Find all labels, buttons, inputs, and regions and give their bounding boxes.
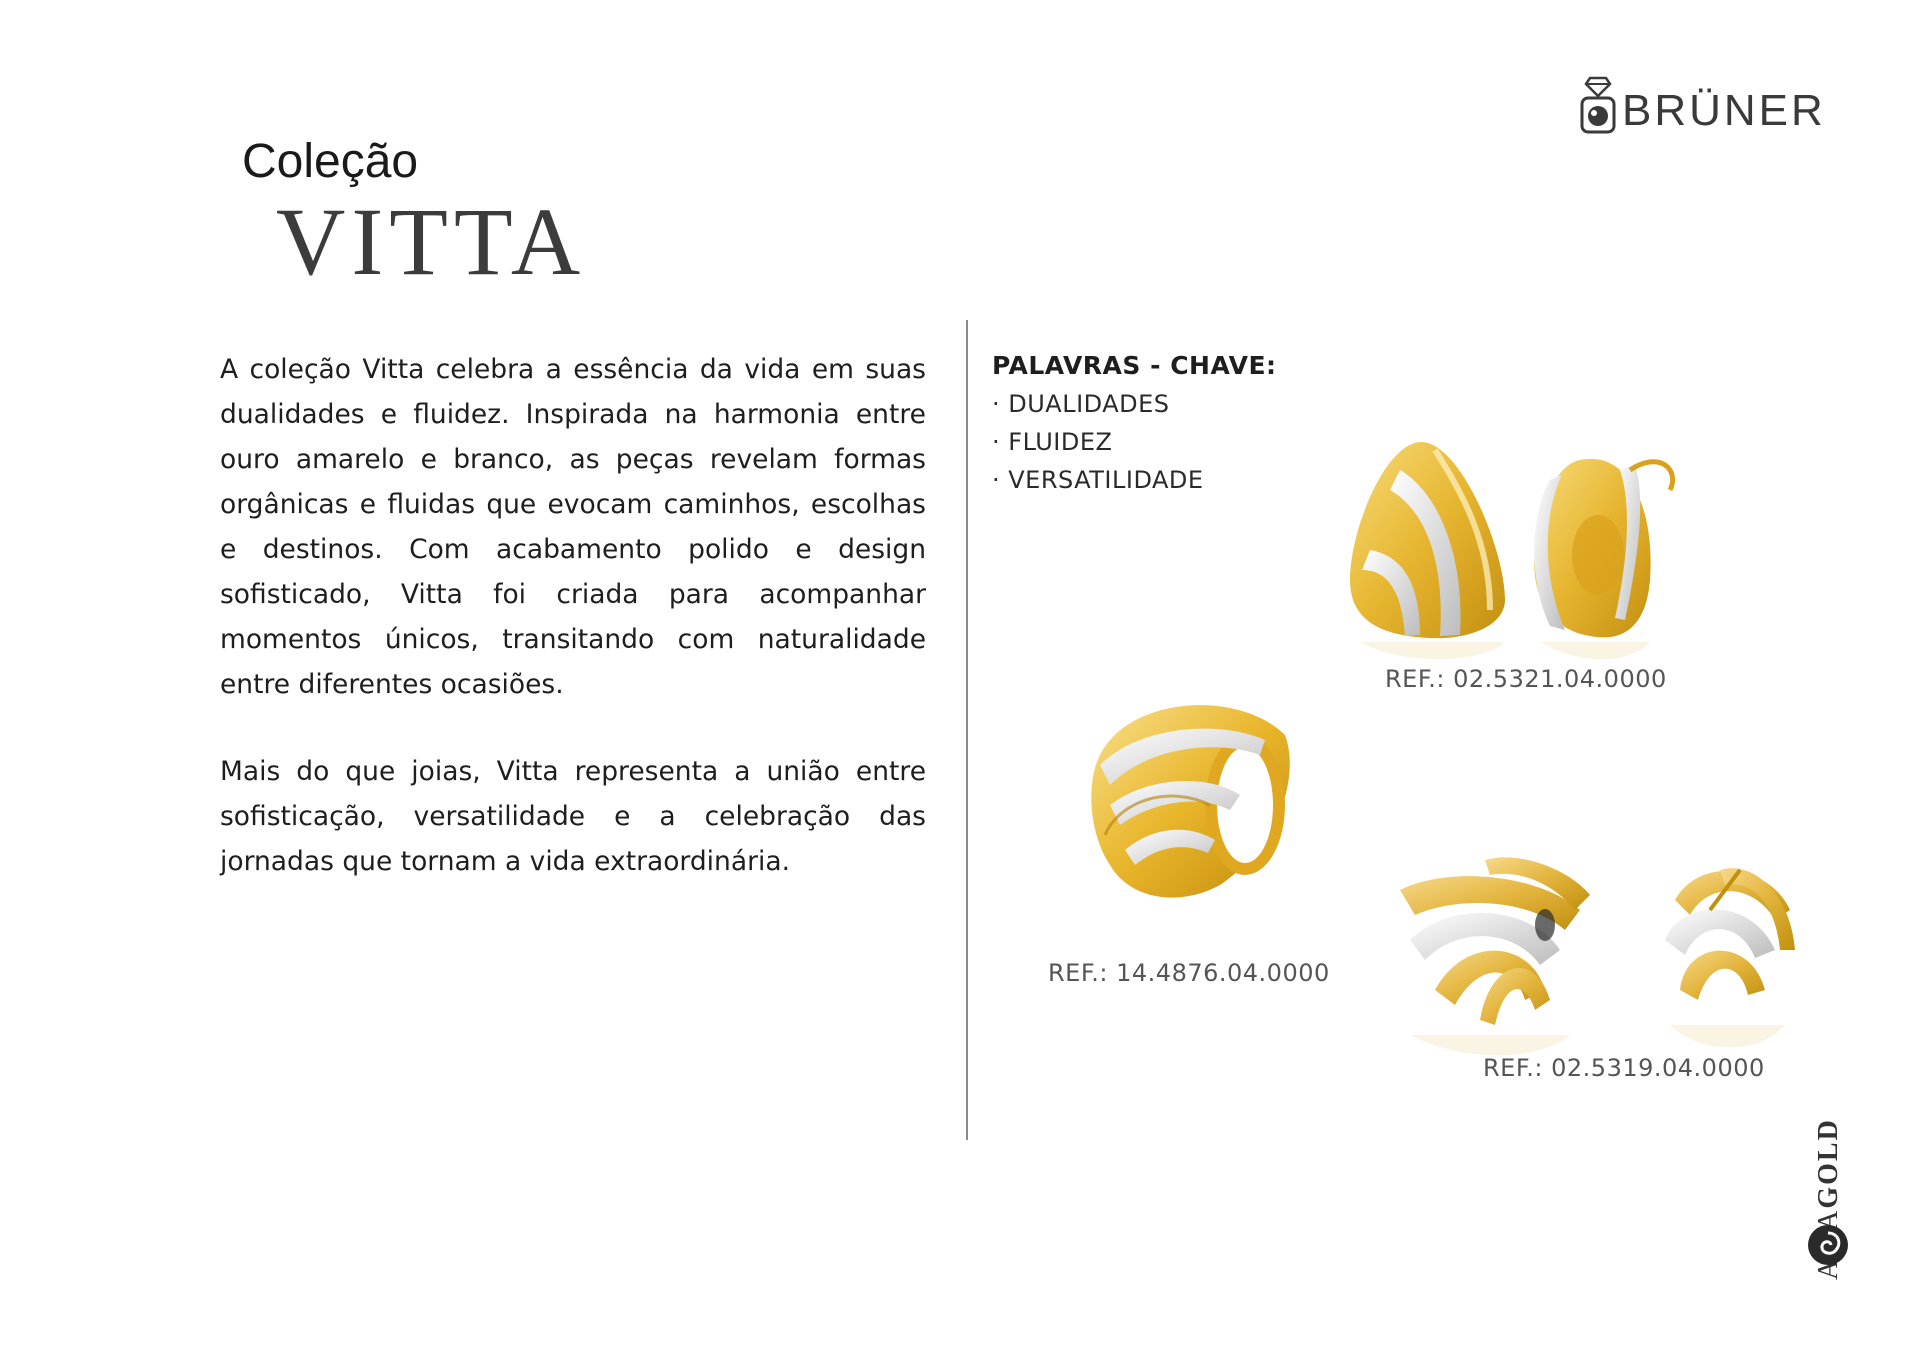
collection-label: Coleção — [242, 135, 419, 188]
description-paragraph-1: A coleção Vitta celebra a essência da vida em suas dualidades e fluidez. Inspirada na harmonia entre ouro amarelo e branco, as peças revelam formas orgânicas e fluidas que evocam caminhos, escolhas e destinos. Com acabamento polido e design sofisticado, Vitta foi criada para acompanhar momentos únicos, transitando com naturalidade entre diferentes ocasiões. — [220, 354, 926, 700]
vertical-divider — [966, 320, 968, 1140]
brand-logo — [1580, 76, 1880, 138]
swirl-icon — [1806, 1223, 1850, 1267]
product-image-earrings-fan — [1390, 840, 1830, 1070]
collection-title: VITTA — [276, 188, 587, 295]
description-paragraph-2: Mais do que joias, Vitta representa a união entre sofisticação, versatilidade e a celebração das jornadas que tornam a vida extraordinária. — [220, 756, 926, 877]
product-ref: REF.: 02.5321.04.0000 — [1385, 665, 1667, 693]
keywords-list — [992, 385, 1204, 499]
product-image-ring — [1070, 685, 1310, 925]
product-image-earrings-teardrop — [1340, 430, 1700, 680]
amagold-part2: GOLD — [1813, 1118, 1844, 1209]
keyword-item: · VERSATILIDADE — [992, 466, 1204, 494]
diamond-ring-icon — [1580, 76, 1616, 138]
keyword-item: · FLUIDEZ — [992, 428, 1113, 456]
keywords-title: PALAVRAS - CHAVE: — [992, 351, 1277, 380]
amagold-logo — [1800, 1118, 1872, 1290]
keyword-item: · DUALIDADES — [992, 390, 1170, 418]
brand-name: BRÜNER — [1622, 86, 1826, 135]
product-ref: REF.: 02.5319.04.0000 — [1483, 1054, 1765, 1082]
product-ref: REF.: 14.4876.04.0000 — [1048, 959, 1330, 987]
